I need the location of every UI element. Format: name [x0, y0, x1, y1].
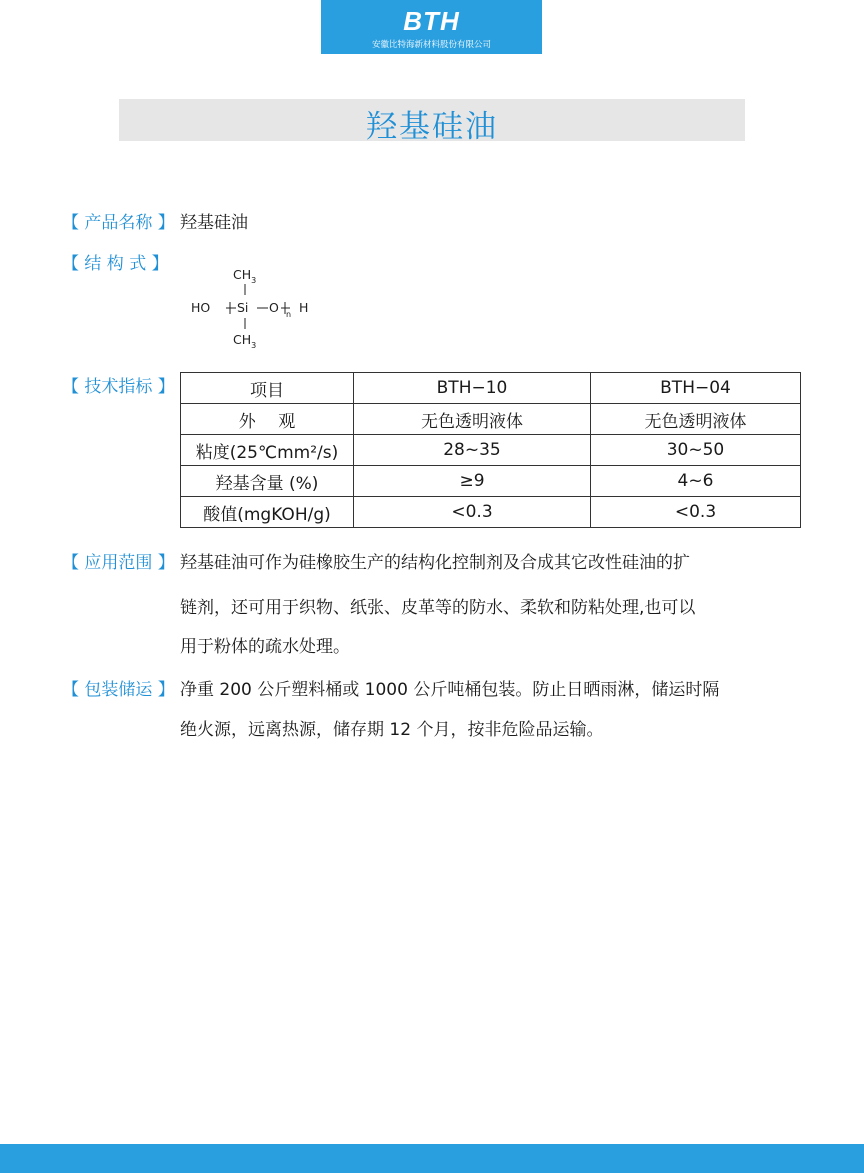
table-cell: ≥9	[354, 466, 591, 497]
table-row	[181, 435, 801, 466]
formula-top-sub: 3	[251, 276, 257, 285]
table-cell: 无色透明液体	[354, 404, 591, 435]
formula-bottom-methyl	[233, 332, 257, 350]
table-cell: 28~35	[354, 435, 591, 466]
packaging-line: 净重 200 公斤塑料桶或 1000 公斤吨桶包装。防止日晒雨淋，储运时隔	[180, 680, 720, 700]
company-name: 安徽比特海新材料股份有限公司	[371, 40, 491, 50]
footer-bar	[0, 1144, 864, 1173]
logo-text: BTH	[403, 6, 460, 36]
application-line: 羟基硅油可作为硅橡胶生产的结构化控制剂及合成其它改性硅油的扩	[180, 553, 690, 573]
table-header-cell: BTH−04	[591, 373, 801, 404]
table-cell: 4~6	[591, 466, 801, 497]
packaging-label: 【 包装储运 】	[62, 680, 175, 700]
specs-label: 【 技术指标 】	[62, 377, 175, 397]
formula-h: H	[299, 300, 309, 315]
table-header-cell: 项目	[181, 373, 354, 404]
table-cell: 30~50	[591, 435, 801, 466]
table-cell: 羟基含量 (%)	[181, 466, 354, 497]
application-label: 【 应用范围 】	[62, 553, 175, 573]
table-header-row	[181, 373, 801, 404]
formula-ho: HO	[191, 300, 211, 315]
formula-si: Si	[237, 300, 249, 315]
formula-bottom-ch: CH	[233, 332, 252, 347]
table-cell: <0.3	[354, 497, 591, 528]
company-logo	[321, 0, 542, 54]
structural-formula	[186, 262, 316, 356]
formula-o: O	[269, 300, 279, 315]
table-cell: 粘度(25℃mm²/s)	[181, 435, 354, 466]
table-row	[181, 404, 801, 435]
product-name-value: 羟基硅油	[180, 213, 248, 233]
structure-label: 【 结 构 式 】	[62, 254, 169, 274]
table-cell: 外 观	[181, 404, 354, 435]
table-cell: 无色透明液体	[591, 404, 801, 435]
formula-n: n	[286, 310, 292, 319]
formula-bottom-sub: 3	[251, 341, 257, 350]
table-row	[181, 466, 801, 497]
table-header-cell: BTH−10	[354, 373, 591, 404]
page-title: 羟基硅油	[366, 109, 498, 145]
application-line: 用于粉体的疏水处理。	[180, 637, 350, 657]
packaging-line: 绝火源，远离热源，储存期 12 个月，按非危险品运输。	[180, 720, 604, 740]
table-row	[181, 497, 801, 528]
table-cell: 酸值(mgKOH/g)	[181, 497, 354, 528]
table-cell: <0.3	[591, 497, 801, 528]
product-name-label: 【 产品名称 】	[62, 213, 175, 233]
specs-table	[180, 372, 801, 528]
formula-top-ch: CH	[233, 267, 252, 282]
application-line: 链剂，还可用于织物、纸张、皮革等的防水、柔软和防粘处理,也可以	[180, 598, 696, 618]
title-bar	[119, 99, 745, 145]
formula-top-methyl	[233, 267, 257, 285]
